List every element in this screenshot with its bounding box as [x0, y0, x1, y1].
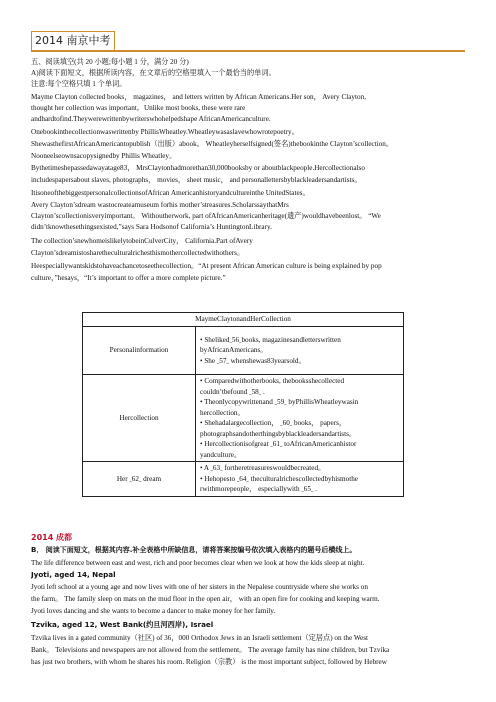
passage-line: Nooneelseownsacopysignedby Phillis Wheatley。: [31, 152, 177, 160]
passage-line: Clayton’sdreamistosharetheculturalrichesthismothercollectedwithothers。: [31, 249, 245, 257]
row-line: • Shehadalargecollection， ˍ60ˍ books， papers，: [200, 419, 347, 427]
row-line: • Theonlycopywrittenand ˍ59ˍ byPhillisWheatleywasin: [200, 398, 359, 406]
section-b-instruction: B． 阅读下面短文，根据其内容.补全表格中所缺信息，请将答案按编号依次填入表格内的题号后横线上。: [31, 546, 357, 554]
table-row: [83, 462, 404, 497]
row-line: • Shelikedˍ56ˍbooks, magazinesandletterswritten: [200, 335, 341, 344]
row-line: hercollection。: [200, 408, 245, 417]
passage-line: Heespeciallywantskidstohaveachancetoseethecollection。“At present African American culture is being explained by pop: [31, 262, 382, 270]
section-b-source: 2014 成都: [31, 533, 73, 542]
row-line: • Comparedwithotherbooks, thebooksshecollected: [200, 377, 345, 385]
passage-b-line: Jyoti loves dancing and she wants to become a dancer to make money for her family.: [31, 607, 276, 615]
row-line: • She ˍ57ˍ whenshewas83yearsold。: [200, 356, 306, 365]
cloze-table: [82, 312, 404, 497]
row-content: [196, 462, 404, 497]
passage-line: ItisoneofthebiggestpersonalcollectionsofAfrican Americanhistoryandcultureinthe UnitedStates。: [31, 189, 310, 197]
passage-line: includespapersabout slaves, photographs， movies， sheet music， and personallettersbyblackleadersandartists。: [31, 176, 362, 184]
row-line: • Hercollectionisofgreat ˍ61ˍ toAfricanAmericanhistor: [200, 440, 357, 448]
passage-line: culture，”hesays，“It’s important to offer a more complete picture.”: [31, 274, 226, 282]
section-heading: 五、阅读填空(共 20 小题;每小题 1 分，满分 20 分): [31, 58, 189, 66]
row-label: Hercollection: [83, 375, 196, 462]
table-row: [83, 327, 404, 375]
row-label: Personalinformation: [83, 327, 196, 375]
row-content: [196, 375, 404, 462]
passage-line: Onebookinthecollectionwaswrittenby PhillisWheatley.Wheatleywasaslavewhowrotepoetry。: [31, 128, 299, 136]
row-label: Her ˍ62ˍ dream: [83, 462, 196, 497]
passage-line: The collection’snewhomeislikelytobeinCulverCity， California.Part ofAvery: [31, 237, 253, 245]
row-line: • A ˍ63ˍ fortheretreasureswouldbecreated。: [200, 464, 326, 472]
page-title: 2014 南京中考: [31, 31, 115, 50]
row-line: • Hehopesto ˍ64ˍ theculturalrichescollectedbyhismothe: [200, 474, 358, 483]
row-line: rwithmorepeople， especiallywith ˍ65ˍ .: [200, 485, 317, 493]
row-line: couldn’tbefound ˍ58ˍ .: [200, 387, 265, 396]
table-row: [83, 375, 404, 462]
passage-b-line: Tzvika lives in a gated community（社区) of 36，000 Orthodox Jews in an Israeli settlement（定居点) on the West: [31, 634, 369, 642]
row-line: byAfricanAmericans。: [200, 346, 268, 355]
passage-line: Avery Clayton’sdream wastocreateamuseum forhis mother’streasures.ScholarssaythatMrs: [31, 201, 289, 209]
passage-line: Mayme Clayton collected books， magazines， and letters written by African Americans.Her son， Avery Clayton,: [31, 93, 366, 101]
passage-line: andhardtofind.Theywerewrittenbywriterswhohelpedshape AfricanAmericanculture.: [31, 115, 271, 123]
passage-b-subheading: Tzvika, aged 12, West Bank(约旦河西岸), Israel: [31, 620, 214, 629]
passage-b-line: The life difference between east and west, rich and poor becomes clear when we look at how the kids sleep at night.: [31, 559, 365, 567]
table-heading: MaymeClaytonandHerCollection: [83, 313, 404, 327]
passage-b-line: Jyoti left school at a young age and now lives with one of her sisters in the Nepalese countryside where she works on: [31, 583, 368, 591]
row-content: [196, 327, 404, 375]
row-line: photographsandotherthingsbyblackleadersandartists。: [200, 429, 357, 438]
passage-b-subheading: Jyoti, aged 14, Nepal: [31, 570, 116, 579]
passage-line: ShewasthefirstAfricanAmericantopublish（出版）abook。 Wheatleyherselfsigned(签名)thebookinthe Clayton’scollection。: [31, 140, 394, 148]
table-header-row: [83, 313, 404, 327]
passage-line: didn’tknowthesethingsexisted,”says Sara Hodsonof California’s HuntingtonLibrary.: [31, 223, 272, 231]
section-instruction: A)阅读下面短文，根据所读内容，在文章后的空格里填入一个最恰当的单词。: [31, 69, 276, 77]
passage-line: Bythetimeshepassedawayatage83， MrsClaytonhadmorethan30,000booksby or aboutblackpeople.Hercollectionalso: [31, 164, 365, 172]
section-note: 注意:每个空格只填 1 个单词。: [31, 80, 127, 88]
passage-line: thought her collection was important。Unlike most books, these were rare: [31, 104, 246, 112]
passage-line: Clayton’scollectionisveryimportant。 Withoutherwork, part ofAfricanAmericanheritage(遗产)wouldhavebeenlost。 “We: [31, 212, 381, 220]
row-line: yandculture。: [200, 450, 242, 459]
passage-b-line: Bank。 Televisions and newspapers are not allowed from the settlement。 The average family has nine children, but Tzvika: [31, 646, 390, 654]
passage-b-line: the farm。 The family sleep on mats on the mud floor in the open air， with an open fire for cooking and keeping warm.: [31, 595, 380, 603]
passage-b-line: has just two brothers, with whom he shares his room. Religion（宗教） is the most important subject, followed by Hebrew: [31, 658, 387, 666]
